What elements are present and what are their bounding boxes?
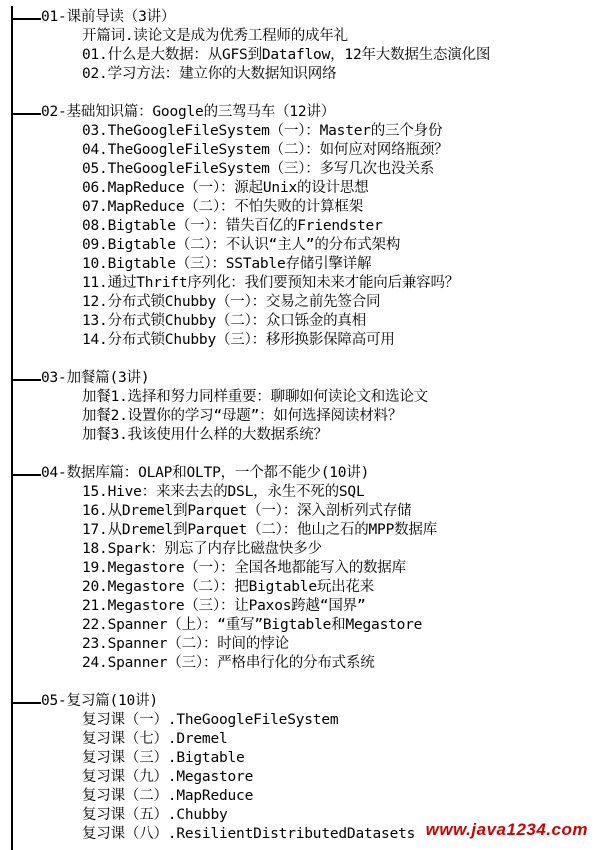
lesson-item: 加餐3.我该使用什么样的大数据系统？ (82, 427, 328, 443)
tree-trunk-line (11, 6, 13, 850)
lesson-item: 复习课（五）.Chubby (82, 807, 228, 823)
section-branch-line (11, 702, 41, 704)
lesson-item: 开篇词.读论文是成为优秀工程师的成年礼 (82, 28, 348, 44)
lesson-item: 复习课（七）.Dremel (82, 731, 228, 747)
lesson-item: 复习课（二）.MapReduce (82, 788, 254, 804)
section-title: 01-课前导读（3讲） (41, 9, 176, 25)
lesson-item: 14.分布式锁Chubby（三）：移形换影保障高可用 (82, 332, 395, 348)
lesson-item: 01.什么是大数据：从GFS到Dataflow，12年大数据生态演化图 (82, 47, 491, 63)
lesson-item: 复习课（九）.Megastore (82, 769, 254, 785)
lesson-item: 复习课（一）.TheGoogleFileSystem (82, 712, 339, 728)
lesson-item: 08.Bigtable（一）：错失百亿的Friendster (82, 218, 383, 234)
lesson-item: 复习课（八）.ResilientDistributedDatasets (82, 826, 416, 842)
lesson-item: 16.从Dremel到Parquet（一）：深入剖析列式存储 (82, 503, 412, 519)
section-title: 04-数据库篇：OLAP和OLTP，一个都不能少(10讲) (41, 465, 370, 481)
lesson-item: 03.TheGoogleFileSystem（一）：Master的三个身份 (82, 123, 443, 139)
lesson-item: 15.Hive：来来去去的DSL，永生不死的SQL (82, 484, 365, 500)
lesson-item: 13.分布式锁Chubby（二）：众口铄金的真相 (82, 313, 367, 329)
lesson-item: 12.分布式锁Chubby（一）：交易之前先签合同 (82, 294, 381, 310)
section-branch-line (11, 18, 41, 20)
lesson-item: 加餐2.设置你的学习“母题”：如何选择阅读材料？ (82, 408, 403, 424)
section-title: 05-复习篇(10讲) (41, 693, 158, 709)
lesson-item: 02.学习方法：建立你的大数据知识网络 (82, 66, 337, 82)
lesson-item: 24.Spanner（三）：严格串行化的分布式系统 (82, 655, 375, 671)
section-branch-line (11, 113, 41, 115)
lesson-item: 06.MapReduce（一）：源起Unix的设计思想 (82, 180, 369, 196)
lesson-item: 19.Megastore（一）：全国各地都能写入的数据库 (82, 560, 406, 576)
lesson-item: 05.TheGoogleFileSystem（三）：多写几次也没关系 (82, 161, 435, 177)
lesson-item: 17.从Dremel到Parquet（二）：他山之石的MPP数据库 (82, 522, 438, 538)
lesson-item: 04.TheGoogleFileSystem（二）：如何应对网络瓶颈？ (82, 142, 449, 158)
lesson-item: 23.Spanner（二）：时间的悖论 (82, 636, 289, 652)
lesson-item: 复习课（三）.Bigtable (82, 750, 245, 766)
lesson-item: 21.Megastore（三）：让Paxos跨越“国界” (82, 598, 366, 614)
lesson-item: 20.Megastore（二）：把Bigtable玩出花来 (82, 579, 375, 595)
watermark: www.java1234.com (425, 820, 588, 839)
lesson-item: 加餐1.选择和努力同样重要：聊聊如何读论文和选论文 (82, 389, 428, 405)
lesson-item: 10.Bigtable（三）：SSTable存储引擎详解 (82, 256, 372, 272)
section-branch-line (11, 379, 41, 381)
section-branch-line (11, 474, 41, 476)
lesson-item: 07.MapReduce（二）：不怕失败的计算框架 (82, 199, 364, 215)
section-title: 03-加餐篇(3讲) (41, 370, 150, 386)
lesson-item: 22.Spanner（上）：“重写”Bigtable和Megastore (82, 617, 423, 633)
lesson-item: 09.Bigtable（二）：不认识“主人”的分布式架构 (82, 237, 401, 253)
lesson-item: 18.Spark：别忘了内存比磁盘快多少 (82, 541, 322, 557)
section-title: 02-基础知识篇：Google的三驾马车（12讲） (41, 104, 336, 120)
lesson-item: 11.通过Thrift序列化：我们要预知未来才能向后兼容吗？ (82, 275, 460, 291)
